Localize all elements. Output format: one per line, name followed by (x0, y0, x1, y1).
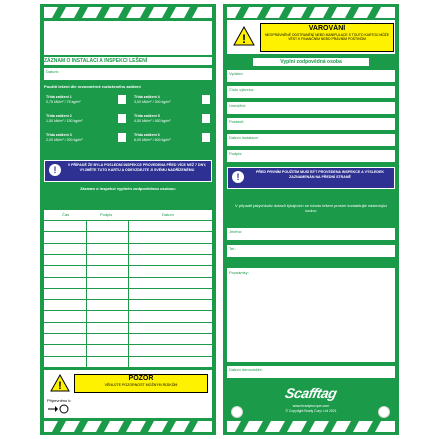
load-class-2: Třída zatížení 2 (46, 114, 72, 118)
load-class-4-value: 3,00 kN/m² / 300 kg/m² (134, 100, 171, 104)
front-tag-card (40, 4, 216, 435)
signature-label: Podpis: (229, 151, 243, 156)
bottom-hazard-stripe (44, 421, 212, 432)
pozor-panel (44, 370, 212, 418)
load-class-5-value: 4,50 kN/m² / 450 kg/m² (134, 119, 171, 123)
load-class-2-value: 1,50 kN/m² / 150 kg/m² (46, 119, 83, 123)
contact-name-label: Jméno: (229, 229, 243, 234)
warning-title: VAROVÁNÍ (308, 25, 346, 32)
warning-icon (233, 26, 255, 46)
installation-date-label: Datum instalace: (229, 135, 259, 140)
arrow-circle-icon (48, 404, 70, 414)
load-class-1-checkbox[interactable] (118, 95, 126, 104)
load-class-6-value: 6,00 kN/m² / 600 kg/m² (134, 138, 171, 142)
inspection-log-table[interactable] (44, 221, 212, 367)
pozor-text: VĚNUJTE POZORNOST MOŽNÝM RIZIKŮM (104, 383, 178, 387)
load-class-5: Třída zatížení 5 (134, 114, 160, 118)
svg-text:!: ! (58, 380, 62, 392)
column-header-row (44, 210, 212, 220)
notes-field[interactable] (227, 268, 395, 362)
load-class-3-checkbox[interactable] (118, 133, 126, 142)
column-time: Čas (62, 212, 70, 217)
load-class-4: Třída zatížení 4 (134, 95, 160, 99)
dismantle-date-label: Datum demontáže: (229, 367, 263, 372)
upper-blank-area (44, 21, 212, 55)
load-header: Použití lešení dle rovnoměrně rozloženého zatížení (44, 84, 141, 89)
top-hazard-stripe (44, 7, 212, 18)
pozor-title: POZOR (128, 375, 154, 382)
punch-hole-left (231, 406, 243, 418)
notes-label: Poznámky: (229, 270, 249, 275)
load-class-6-checkbox[interactable] (202, 133, 210, 142)
first-use-notice-text: PŘED PRVNÍM POUŽITÍM MUSÍ BÝT PROVEDENA INSPEKCE A VÝSLEDEK ZAZNAMENÁN NA PŘEDNÍ STRANĚ (256, 170, 384, 179)
built-by-field[interactable] (227, 118, 395, 130)
inspection-notice (44, 160, 212, 182)
load-class-1-value: 0,75 kN/m² / 75 kg/m² (46, 100, 81, 104)
scafftag-logo: Scafftag (283, 385, 339, 401)
installation-date-field[interactable] (227, 134, 395, 146)
contact-name-field[interactable] (227, 228, 395, 240)
load-class-5-checkbox[interactable] (202, 114, 210, 123)
warning-banner (260, 23, 394, 52)
website: www.bradyeurope.com (292, 404, 330, 408)
first-use-notice (227, 167, 395, 189)
record-title: ZÁZNAM O INSTALACI A INSPEKCI LEŠENÍ (44, 57, 212, 65)
built-by-label: Postavil: (229, 119, 245, 124)
inspection-record-title: Záznam o inspekci vyplněn zodpovědnou osobou: (80, 186, 176, 191)
drawing-number-label: Číslo výkresu: (229, 87, 255, 92)
inspection-notice-text: V PŘÍPADĚ ŽE BYLA POSLEDNÍ INSPEKCE PROVEDENA PŘED VÍCE NEŽ 7 DNY, VYJMĚTE TUTO KARTU A ODEVZDEJTE JI SVÉMU NADŘÍZENÉMU (67, 163, 207, 172)
fixed-to-label: Připevněno k: (47, 398, 72, 403)
load-class-3-value: 2,00 kN/m² / 200 kg/m² (46, 138, 83, 142)
warning-icon (50, 374, 70, 392)
warning-panel (227, 20, 395, 54)
responsible-person-title: Vyplní zodpovědná osoba (253, 58, 369, 66)
signature-field[interactable] (227, 150, 395, 162)
location-label: Umístění: (229, 103, 247, 108)
load-class-6: Třída zatížení 6 (134, 133, 160, 137)
contact-text: V případě jakýchkoliv dotazů týkajících se tohoto lešení prosím kontaktujte následující osobu: (234, 203, 388, 213)
dismantle-date-field[interactable] (227, 366, 395, 378)
column-signature: Podpis (100, 212, 113, 217)
punch-hole-right (378, 406, 390, 418)
date-field[interactable] (44, 68, 212, 80)
copyright: © Copyright Brady Corp. Ltd 2021 (285, 409, 337, 413)
load-class-3: Třída zatížení 3 (46, 133, 72, 137)
info-icon: ! (49, 164, 61, 176)
issued-label: Vydáno: (229, 71, 244, 76)
location-field[interactable] (227, 102, 395, 114)
contact-phone-field[interactable] (227, 245, 395, 257)
info-icon: ! (232, 171, 244, 183)
load-class-2-checkbox[interactable] (118, 114, 126, 123)
load-class-1: Třída zatížení 1 (46, 95, 72, 99)
top-hazard-stripe (227, 7, 395, 18)
svg-text:!: ! (242, 32, 246, 46)
back-tag-card (223, 4, 399, 435)
column-date: Datum (162, 212, 174, 217)
contact-phone-label: Tel.: (229, 246, 237, 251)
drawing-number-field[interactable] (227, 86, 395, 98)
pozor-banner (74, 374, 208, 393)
load-class-grid (44, 93, 212, 153)
warning-text: NEOPRÁVNĚNÉ ODSTRANĚNÍ NEBO MANIPULACE S TOUTO KARTOU MŮŽE VÉST K FINANČNÍM NEBO PRÁVNÍM POSTIHŮM (264, 33, 390, 42)
load-class-4-checkbox[interactable] (202, 95, 210, 104)
issued-field[interactable] (227, 70, 395, 82)
bottom-hazard-stripe (227, 421, 395, 432)
date-label: Datum: (46, 69, 59, 74)
